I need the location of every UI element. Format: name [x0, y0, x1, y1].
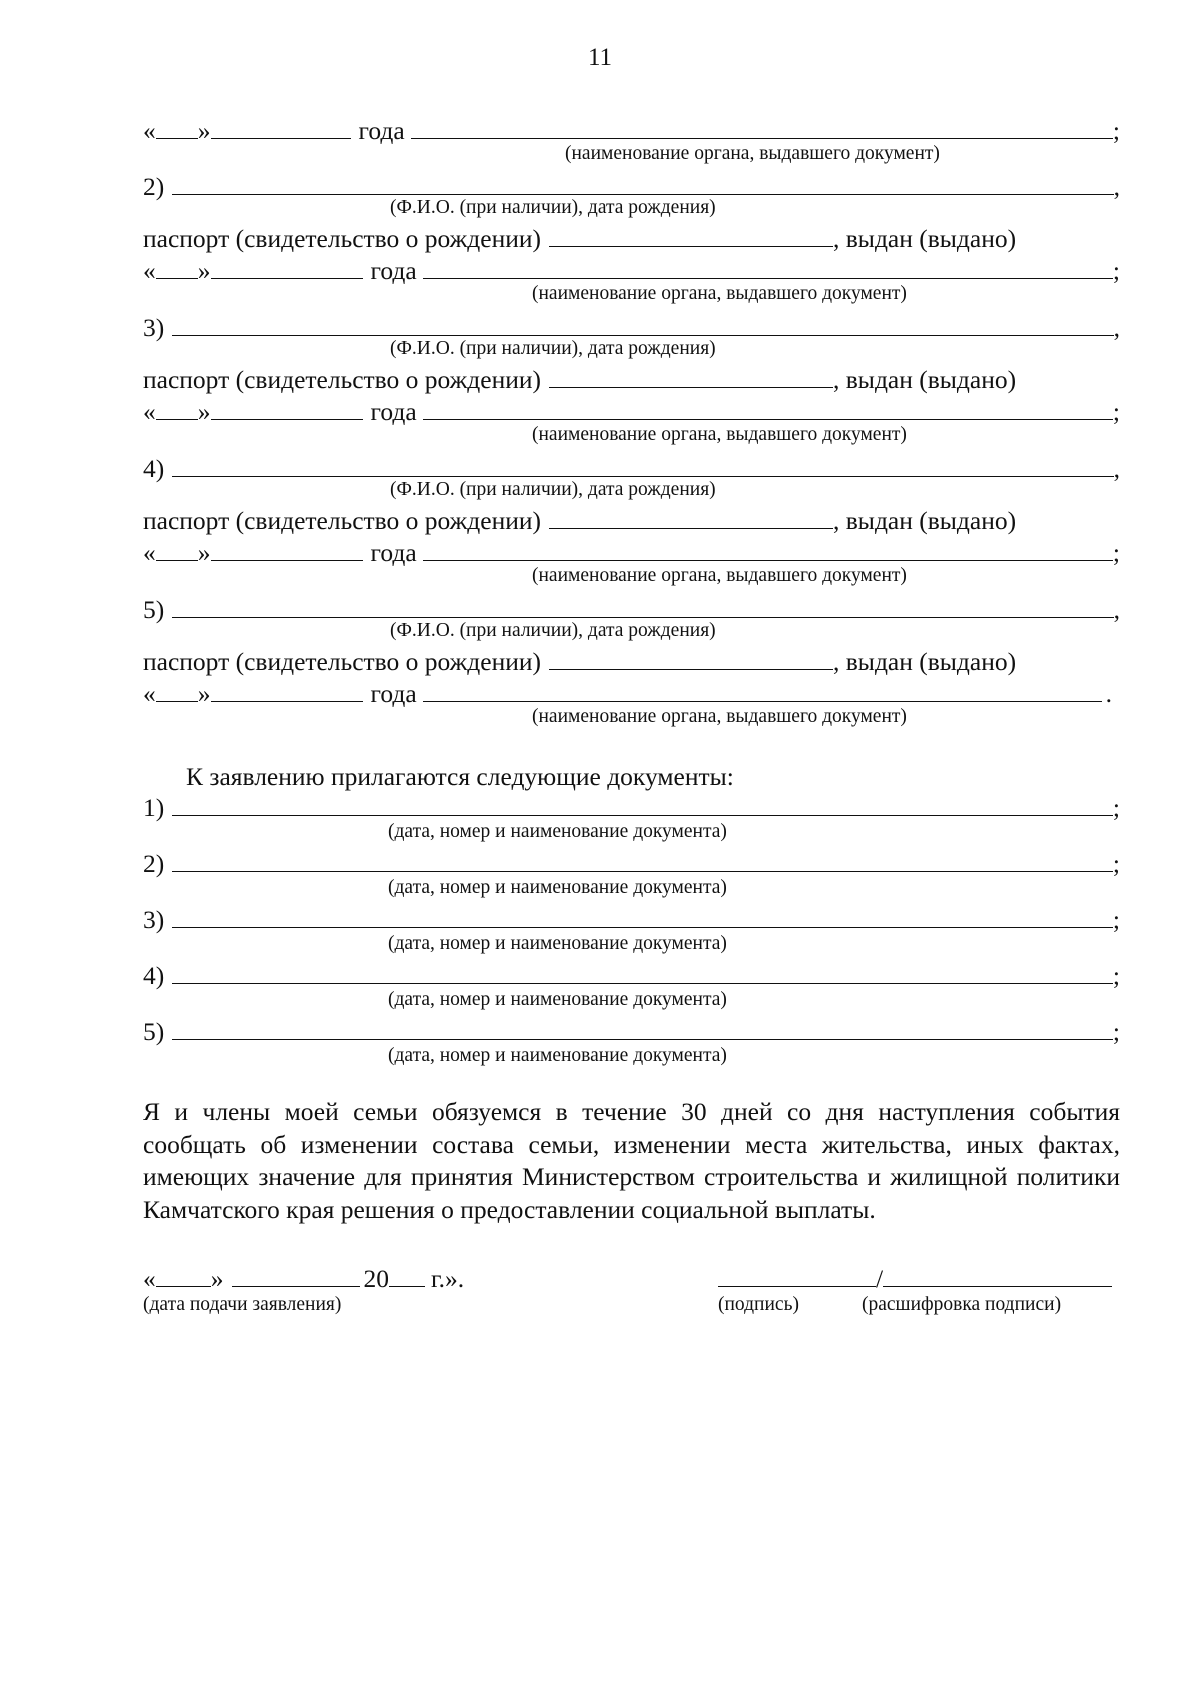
document-caption: (дата, номер и наименование документа) [388, 821, 727, 842]
passport-number-blank[interactable] [549, 224, 833, 247]
caption-signature: (подпись) [718, 1294, 799, 1315]
day-blank[interactable] [156, 397, 198, 420]
semicolon: ; [1112, 116, 1120, 145]
passport-label: паспорт (свидетельство о рождении) [143, 365, 542, 394]
quote-open: « [143, 1264, 156, 1293]
document-number: 5) [143, 1017, 165, 1046]
documents-intro: К заявлению прилагаются следующие документы: [186, 762, 734, 791]
caption-organ: (наименование органа, выдавшего документ) [532, 565, 907, 586]
passport-number-blank[interactable] [549, 647, 833, 670]
year-word: года [370, 256, 417, 285]
quote-close: » [197, 116, 211, 145]
document-caption: (дата, номер и наименование документа) [388, 933, 727, 954]
month-blank[interactable] [211, 679, 363, 702]
slash: / [876, 1264, 884, 1293]
period: . [1105, 679, 1112, 708]
document-number: 2) [143, 849, 165, 878]
member-number: 4) [143, 454, 165, 483]
quote-close: » [197, 538, 211, 567]
quote-open: « [143, 256, 156, 285]
semicolon: ; [1112, 961, 1120, 990]
document-number: 1) [143, 793, 165, 822]
caption-organ: (наименование органа, выдавшего документ) [532, 424, 907, 445]
day-blank[interactable] [156, 116, 198, 139]
caption-fio: (Ф.И.О. (при наличии), дата рождения) [390, 338, 716, 359]
signature-decoding-blank[interactable] [883, 1264, 1112, 1287]
signature-line [718, 1262, 1112, 1296]
passport-label: паспорт (свидетельство о рождении) [143, 224, 542, 253]
caption-signature-decoding: (расшифровка подписи) [862, 1294, 1062, 1315]
document-number: 3) [143, 905, 165, 934]
comma: , [1113, 595, 1120, 624]
passport-line [143, 645, 1120, 679]
document-caption: (дата, номер и наименование документа) [388, 877, 727, 898]
comma: , [1113, 454, 1120, 483]
document-blank[interactable] [172, 961, 1113, 984]
signature-blank[interactable] [718, 1264, 876, 1287]
month-blank[interactable] [211, 256, 363, 279]
quote-close: » [197, 256, 211, 285]
year-word: года [370, 538, 417, 567]
comma: , [1113, 172, 1120, 201]
day-blank[interactable] [156, 679, 198, 702]
quote-close: » [197, 679, 211, 708]
semicolon: ; [1112, 397, 1120, 426]
issued-label: , выдан (выдано) [833, 224, 1017, 253]
submission-year-blank[interactable] [389, 1264, 425, 1287]
submission-date-line [143, 1262, 663, 1296]
page-number: 11 [587, 44, 613, 71]
submission-month-blank[interactable] [232, 1264, 360, 1287]
caption-fio: (Ф.И.О. (при наличии), дата рождения) [390, 197, 716, 218]
quote-open: « [143, 679, 156, 708]
issued-label: , выдан (выдано) [833, 506, 1017, 535]
issuing-authority-blank[interactable] [423, 397, 1113, 420]
issuing-authority-blank[interactable] [411, 116, 1113, 139]
submission-day-blank[interactable] [156, 1264, 211, 1287]
document-blank[interactable] [172, 849, 1113, 872]
issued-label: , выдан (выдано) [833, 647, 1017, 676]
passport-label: паспорт (свидетельство о рождении) [143, 647, 542, 676]
quote-close: » [197, 397, 211, 426]
year-word: года [370, 679, 417, 708]
issuing-authority-blank[interactable] [423, 538, 1113, 561]
caption-fio: (Ф.И.О. (при наличии), дата рождения) [390, 620, 716, 641]
year-suffix: г.». [431, 1264, 465, 1293]
caption-organ: (наименование органа, выдавшего документ) [532, 283, 907, 304]
issued-label: , выдан (выдано) [833, 365, 1017, 394]
semicolon: ; [1112, 905, 1120, 934]
passport-line [143, 504, 1120, 538]
member-fio-blank[interactable] [172, 172, 1113, 195]
member-fio-blank[interactable] [172, 595, 1113, 618]
member-fio-blank[interactable] [172, 313, 1113, 336]
year-prefix: 20 [363, 1264, 389, 1293]
member-fio-blank[interactable] [172, 454, 1113, 477]
year-word: года [370, 397, 417, 426]
semicolon: ; [1112, 793, 1120, 822]
quote-close: » [210, 1264, 224, 1293]
day-blank[interactable] [156, 538, 198, 561]
passport-number-blank[interactable] [549, 365, 833, 388]
month-blank[interactable] [211, 397, 363, 420]
semicolon: ; [1112, 538, 1120, 567]
month-blank[interactable] [211, 538, 363, 561]
quote-open: « [143, 397, 156, 426]
day-blank[interactable] [156, 256, 198, 279]
quote-open: « [143, 538, 156, 567]
document-blank[interactable] [172, 905, 1113, 928]
issuing-authority-blank[interactable] [423, 679, 1102, 702]
caption-date-submission: (дата подачи заявления) [143, 1294, 342, 1315]
member-number: 5) [143, 595, 165, 624]
semicolon: ; [1112, 849, 1120, 878]
document-number: 4) [143, 961, 165, 990]
month-blank[interactable] [211, 116, 351, 139]
member-number: 2) [143, 172, 165, 201]
quote-open: « [143, 116, 156, 145]
caption-organ: (наименование органа, выдавшего документ) [565, 143, 940, 164]
passport-label: паспорт (свидетельство о рождении) [143, 506, 542, 535]
year-word: года [358, 116, 405, 145]
passport-line [143, 363, 1120, 397]
document-blank[interactable] [172, 793, 1113, 816]
document-caption: (дата, номер и наименование документа) [388, 1045, 727, 1066]
passport-number-blank[interactable] [549, 506, 833, 529]
semicolon: ; [1112, 256, 1120, 285]
comma: , [1113, 313, 1120, 342]
member-number: 3) [143, 313, 165, 342]
document-caption: (дата, номер и наименование документа) [388, 989, 727, 1010]
issuing-authority-blank[interactable] [423, 256, 1113, 279]
document-blank[interactable] [172, 1017, 1113, 1040]
caption-fio: (Ф.И.О. (при наличии), дата рождения) [390, 479, 716, 500]
caption-organ: (наименование органа, выдавшего документ) [532, 706, 907, 727]
passport-line [143, 222, 1120, 256]
obligation-paragraph: Я и члены моей семьи обязуемся в течение 30 дней со дня наступления события сообщать об изменении состава семьи, изменении места жительства, иных фактах, имеющих значение для принятия Министерством строительства и жилищной политики Камчатского края решения о предоставлении социальной выплаты. [143, 1097, 1120, 1224]
semicolon: ; [1112, 1017, 1120, 1046]
